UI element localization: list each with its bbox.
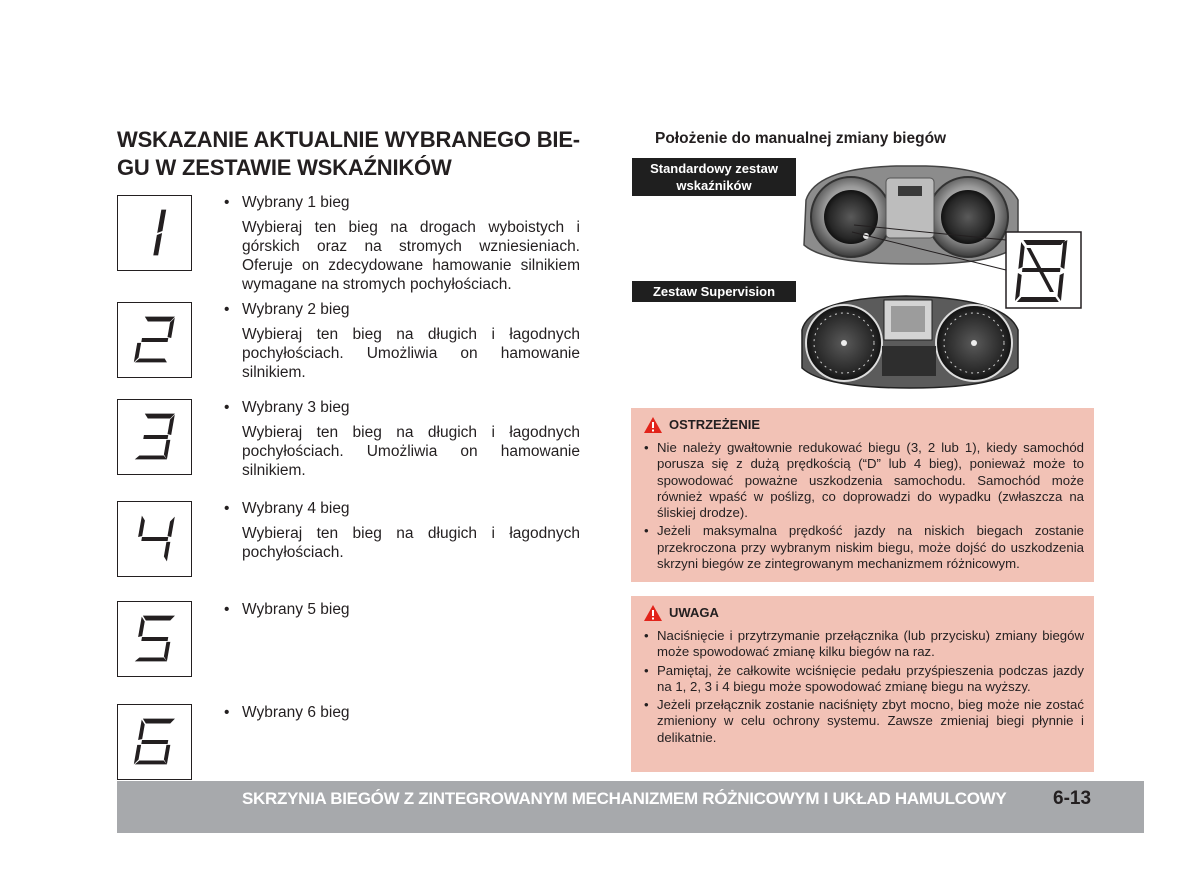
gear-3-title: • Wybrany 3 bieg — [222, 398, 580, 417]
warning-title: OSTRZEŻENIE — [669, 416, 761, 432]
standard-cluster-label-line-1: Standardowy zestaw — [650, 161, 778, 176]
gear-3-display-icon — [117, 399, 192, 475]
supervision-cluster-label: Zestaw Supervision — [632, 281, 796, 302]
caution-item: • Naciśnięcie i przytrzymanie przełącznika (lub przycisku) zmiany biegów może spowodować zmianę kilku biegów na raz. — [643, 628, 1084, 661]
gear-3-description: Wybieraj ten bieg na długich i łagodnych pochyłościach. Umożliwia on hamowanie silnikiem. — [242, 424, 580, 479]
instrument-cluster-illustration — [796, 160, 1086, 392]
caution-item: • Jeżeli przełącznik zostanie naciśnięty zbyt mocno, bieg może nie zostać zmieniony w celu ochrony systemu. Zawsze zmieniaj biegi płynnie i delikatnie. — [643, 697, 1084, 746]
standard-cluster-label — [632, 158, 796, 196]
standard-cluster — [804, 166, 1018, 264]
warning-box — [631, 408, 1094, 582]
caution-box — [631, 596, 1094, 772]
warning-triangle-icon — [643, 604, 663, 622]
page-number: 6-13 — [1053, 788, 1092, 809]
section-heading — [117, 126, 587, 182]
caution-title: UWAGA — [669, 604, 719, 620]
gear-1-entry — [222, 193, 580, 294]
gear-1-display-icon — [117, 195, 192, 271]
gear-4-display-icon — [117, 501, 192, 577]
gear-2-display-icon — [117, 302, 192, 378]
gear-5-entry — [222, 600, 580, 625]
gear-6-display-icon — [117, 704, 192, 780]
supervision-cluster — [802, 296, 1018, 388]
caution-header — [643, 604, 1084, 622]
heading-line-2: GU W ZESTAWIE WSKAŹNIKÓW — [117, 155, 452, 180]
gear-4-description: Wybieraj ten bieg na długich i łagodnych pochyłościach. — [242, 525, 580, 561]
gear-5-display-icon — [117, 601, 192, 677]
gear-1-title: • Wybrany 1 bieg — [222, 193, 580, 212]
warning-header — [643, 416, 1084, 434]
manual-position-title: Położenie do manualnej zmiany biegów — [655, 130, 947, 147]
gear-4-title: • Wybrany 4 bieg — [222, 499, 580, 518]
heading-line-1: WSKAZANIE AKTUALNIE WYBRANEGO BIE- — [117, 127, 580, 152]
gear-5-title: • Wybrany 5 bieg — [222, 600, 580, 619]
gear-6-title: • Wybrany 6 bieg — [222, 703, 580, 722]
gear-1-description: Wybieraj ten bieg na drogach wyboistych i górskich oraz na stromych wzniesieniach. Oferuje on zdecydowane hamowanie silnikiem wymagane na stromych pochyłościach. — [242, 219, 580, 293]
gear-2-entry — [222, 300, 580, 382]
warning-item: • Jeżeli maksymalna prędkość jazdy na niskich biegach zostanie przekroczona przy wybranym niskim biegu, może dojść do uszkodzenia skrzyni biegów ze zintegrowanym mechanizmem różnicowym. — [643, 523, 1084, 572]
caution-item: • Pamiętaj, że całkowite wciśnięcie pedału przyśpieszenia podczas jazdy na 1, 2, 3 i 4 biegu może spowodować zmianę biegu na wyższy. — [643, 663, 1084, 696]
gear-2-title: • Wybrany 2 bieg — [222, 300, 580, 319]
warning-item: • Nie należy gwałtownie redukować biegu (3, 2 lub 1), kiedy samochód porusza się z dużą prędkością (“D” lub 4 bieg), ponieważ może to spowodować poważne uszkodzenia samochodu. Samochód może również wpaść w poślizg, co doprowadzi do wypadku (zwłaszcza na śliskiej drodze). — [643, 440, 1084, 521]
warning-triangle-icon — [643, 416, 663, 434]
gear-2-description: Wybieraj ten bieg na długich i łagodnych pochyłościach. Umożliwia on hamowanie silnikiem. — [242, 326, 580, 381]
gear-4-entry — [222, 499, 580, 562]
gear-6-entry — [222, 703, 580, 728]
page-footer — [117, 781, 1144, 833]
gear-3-entry — [222, 398, 580, 480]
standard-cluster-label-line-2: wskaźników — [676, 178, 752, 193]
chapter-title: SKRZYNIA BIEGÓW Z ZINTEGROWANYM MECHANIZMEM RÓŻNICOWYM I UKŁAD HAMULCOWY — [242, 789, 1007, 808]
